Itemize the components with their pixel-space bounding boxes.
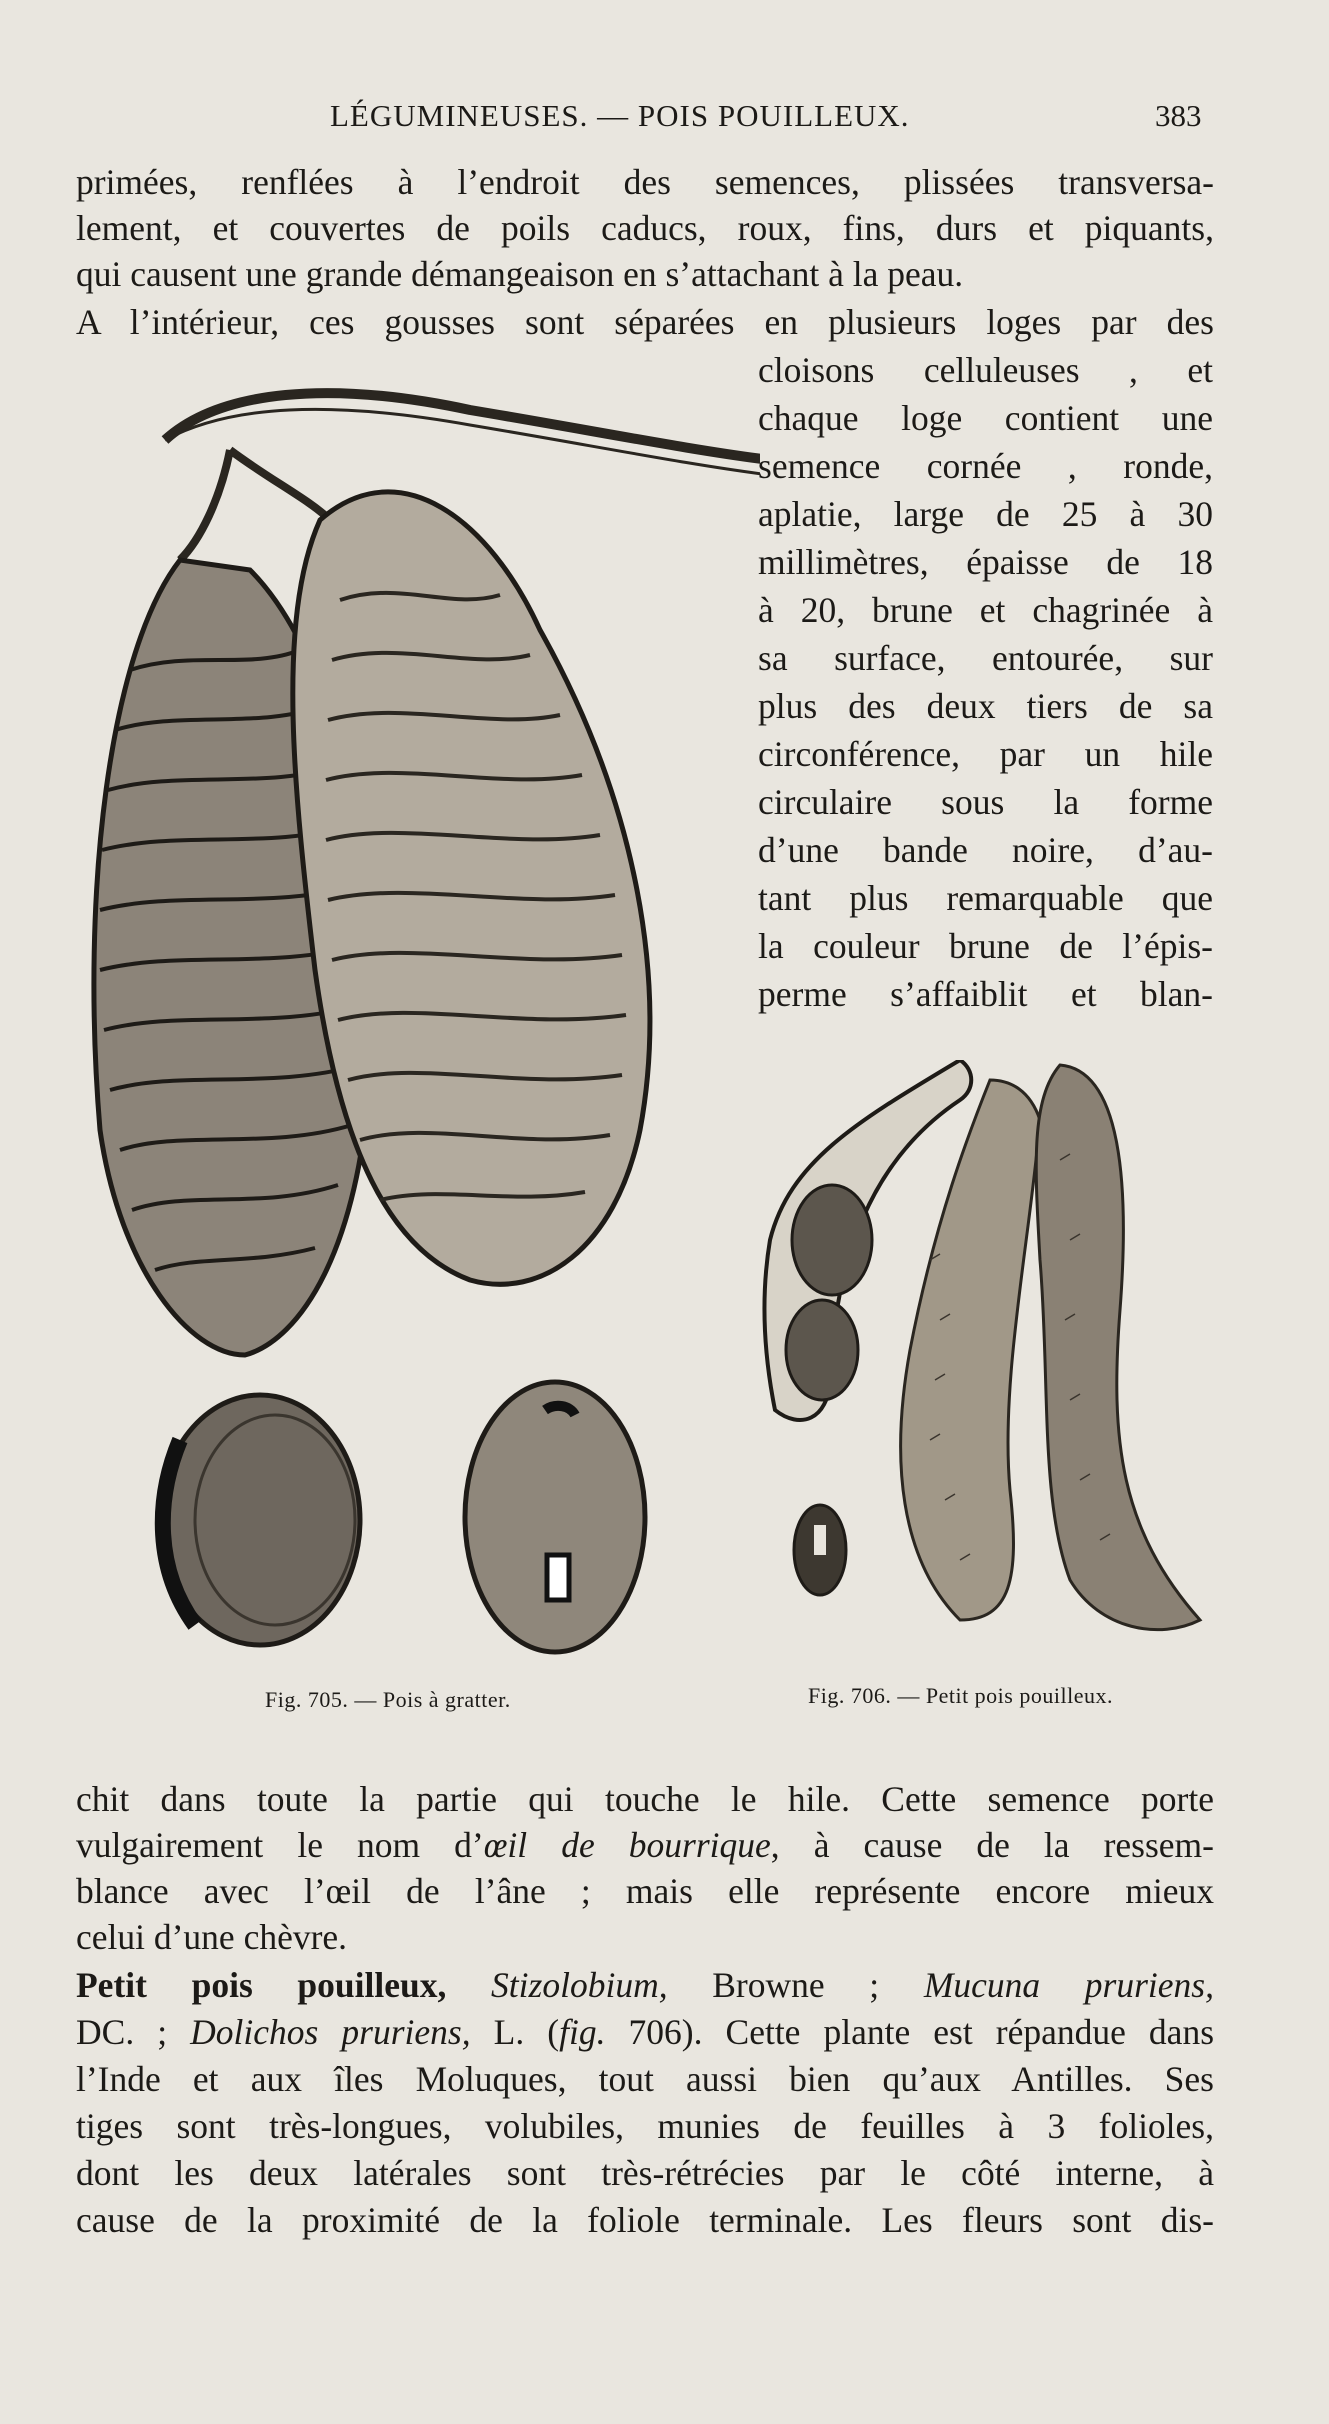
text-line: blance avec l’œil de l’âne ; mais elle représente encore mieux — [76, 1871, 1214, 1911]
text-line: plus des deux tiers de sa — [758, 686, 1213, 726]
text-line: circulaire sous la forme — [758, 782, 1213, 822]
text-line: la couleur brune de l’épis- — [758, 926, 1213, 966]
text-line: l’Inde et aux îles Moluques, tout aussi bien qu’aux Antilles. Ses — [76, 2059, 1214, 2099]
text-line: à 20, brune et chagrinée à — [758, 590, 1213, 630]
text-line: aplatie, large de 25 à 30 — [758, 494, 1213, 534]
text-line: vulgairement le nom d’œil de bourrique, à cause de la ressem- — [76, 1825, 1214, 1865]
text-line: dont les deux latérales sont très-rétrécies par le côté interne, à — [76, 2153, 1214, 2193]
text-line: cloisons celluleuses , et — [758, 350, 1213, 390]
figure-706-caption: Fig. 706. — Petit pois pouilleux. — [808, 1683, 1113, 1708]
petit-pois-pouilleux-pods-illustration — [760, 1060, 1230, 1660]
text-line: tiges sont très-longues, volubiles, munies de feuilles à 3 folioles, — [76, 2106, 1214, 2146]
text-line: DC. ; Dolichos pruriens, L. (fig. 706). Cette plante est répandue dans — [76, 2012, 1215, 2052]
text-line: circonférence, par un hile — [758, 734, 1213, 774]
text-line: semence cornée , ronde, — [758, 446, 1213, 486]
section-heading: Petit pois pouilleux, — [76, 1965, 447, 2005]
text-line: Petit pois pouilleux, Stizolobium, Browne ; Mucuna pruriens, — [76, 1965, 1214, 2005]
page-number: 383 — [1155, 98, 1202, 133]
seed-flat-illustration — [150, 1380, 480, 1650]
text-line: chit dans toute la partie qui touche le hile. Cette semence porte — [76, 1779, 1214, 1819]
text-line: millimètres, épaisse de 18 — [758, 542, 1213, 582]
text-line: chaque loge contient une — [758, 398, 1213, 438]
text-line: primées, renflées à l’endroit des semences, plissées transversa- — [76, 162, 1214, 202]
text-line: cause de la proximité de la foliole terminale. Les fleurs sont dis- — [76, 2200, 1214, 2240]
seed-hilum-illustration — [455, 1375, 655, 1665]
text-line: sa surface, entourée, sur — [758, 638, 1213, 678]
figure-705-caption: Fig. 705. — Pois à gratter. — [265, 1687, 511, 1712]
text-line: tant plus remarquable que — [758, 878, 1213, 918]
text-line: perme s’affaiblit et blan- — [758, 974, 1213, 1014]
text-line: qui causent une grande démangeaison en s’attachant à la peau. — [76, 254, 964, 294]
text-line: celui d’une chèvre. — [76, 1917, 348, 1957]
pois-a-gratter-pods-illustration — [70, 370, 760, 1360]
text-line: lement, et couvertes de poils caducs, roux, fins, durs et piquants, — [76, 208, 1214, 248]
text-line: A l’intérieur, ces gousses sont séparées en plusieurs loges par des — [76, 302, 1214, 342]
text-line: d’une bande noire, d’au- — [758, 830, 1213, 870]
running-head: LÉGUMINEUSES. — POIS POUILLEUX. — [330, 98, 910, 133]
